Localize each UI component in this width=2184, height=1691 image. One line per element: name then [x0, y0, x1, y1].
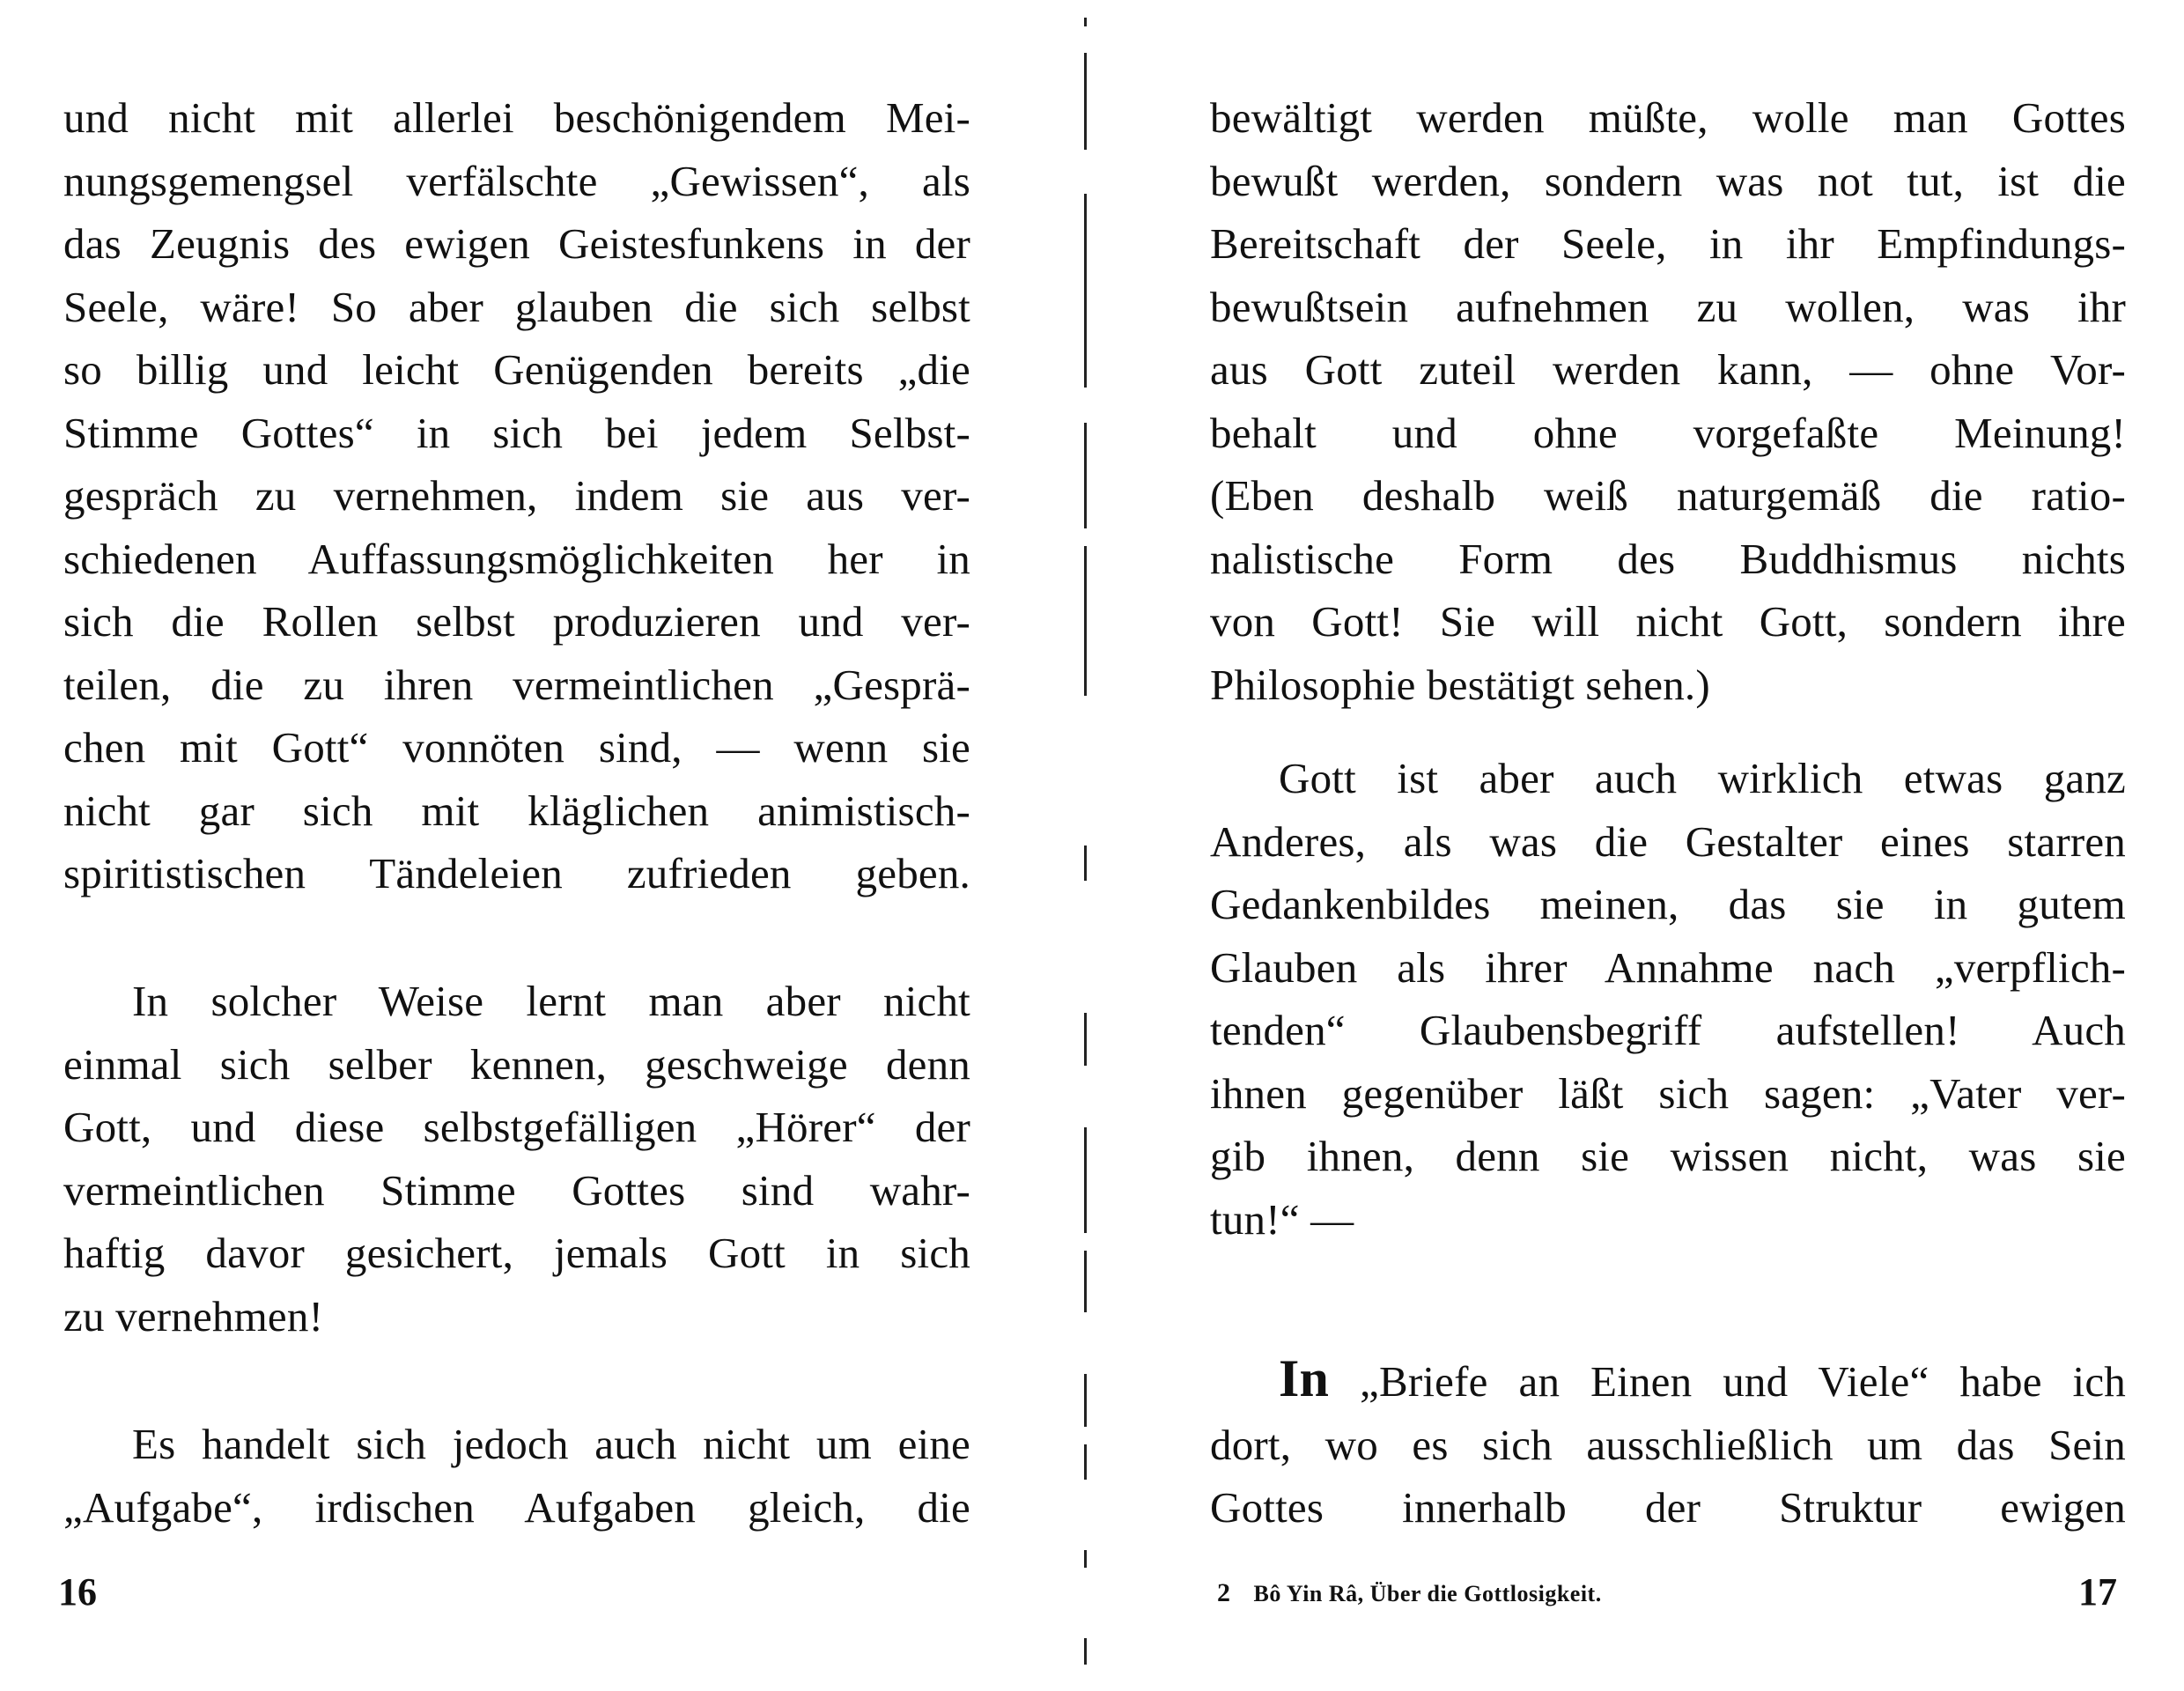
text-line: bewältigt werden müßte, wolle man Gottes — [1210, 93, 2126, 142]
text-line: nalistische Form des Buddhismus nichts — [1210, 534, 2126, 583]
initial-letter: In — [1279, 1349, 1330, 1407]
text-line: Gott ist aber auch wirklich etwas ganz — [1279, 754, 2126, 802]
text-line: nungsgemengsel verfälschte „Gewissen“, als — [63, 156, 970, 205]
text-line: Philosophie bestätigt sehen.) — [1210, 660, 1710, 709]
text-line: dort, wo es sich ausschließlich um das Sein — [1210, 1420, 2126, 1469]
text-line: Glauben als ihrer Annahme nach „verpflich- — [1210, 942, 2126, 992]
text-line: tun!“ — — [1210, 1194, 1354, 1244]
text-line: aus Gott zuteil werden kann, — ohne Vor- — [1210, 345, 2126, 394]
text-line: nicht gar sich mit kläglichen animistisch- — [63, 786, 970, 835]
text-line: gib ihnen, denn sie wissen nicht, was sie — [1210, 1132, 2126, 1180]
text-line: spiritistischen Tändeleien zufrieden geben. — [63, 849, 970, 897]
text-line: vermeintlichen Stimme Gottes sind wahr- — [63, 1165, 970, 1215]
page-number: 16 — [58, 1570, 97, 1613]
text-line: Bereitschaft der Seele, in ihr Empfindungs- — [1210, 219, 2126, 268]
text-line: Anderes, als was die Gestalter eines starren — [1210, 816, 2126, 866]
left-page — [0, 0, 1074, 1691]
text-line: Gedankenbildes meinen, das sie in gutem — [1210, 880, 2126, 928]
text-line: einmal sich selber kennen, geschweige denn — [63, 1039, 970, 1089]
left-paragraph-1 — [63, 86, 970, 905]
footer-signature-line — [1217, 1578, 1602, 1608]
text-line: von Gott! Sie will nicht Gott, sondern ihre — [1210, 597, 2126, 646]
text-line: In solcher Weise lernt man aber nicht — [132, 977, 970, 1025]
right-paragraph-3 — [1210, 1348, 2126, 1540]
text-line: das Zeugnis des ewigen Geistesfunkens in der — [63, 219, 970, 268]
text-line: behalt und ohne vorgefaßte Meinung! — [1210, 408, 2126, 457]
right-paragraph-2 — [1210, 747, 2126, 1251]
text-line: Es handelt sich jedoch auch nicht um eine — [132, 1420, 970, 1468]
text-line: (Eben deshalb weiß naturgemäß die ratio- — [1210, 471, 2126, 520]
text-line: chen mit Gott“ vonnöten sind, — wenn sie — [63, 723, 970, 772]
text-line: so billig und leicht Genügenden bereits „die — [63, 345, 970, 394]
text-line: sich die Rollen selbst produzieren und ver- — [63, 597, 970, 646]
page-number: 17 — [2078, 1570, 2117, 1613]
text-line: zu vernehmen! — [63, 1291, 324, 1340]
text-line: gespräch zu vernehmen, indem sie aus ver- — [63, 471, 970, 520]
text-line: Gottes innerhalb der Struktur ewigen — [1210, 1483, 2126, 1532]
footer-title: Bô Yin Râ, Über die Gottlosigkeit. — [1253, 1581, 1602, 1606]
text-line: Seele, wäre! So aber glauben die sich selbst — [63, 282, 970, 331]
text-line: haftig davor gesichert, jemals Gott in sich — [63, 1229, 970, 1277]
book-gutter — [1076, 0, 1094, 1691]
right-paragraph-1 — [1210, 86, 2126, 716]
text-line: Stimme Gottes“ in sich bei jedem Selbst- — [63, 408, 970, 457]
text-fragment: „Briefe an Einen und Viele“ habe ich — [1329, 1357, 2126, 1406]
signature-mark: 2 — [1217, 1578, 1231, 1607]
text-line: tenden“ Glaubensbegriff aufstellen! Auch — [1210, 1006, 2126, 1054]
text-line: Gott, und diese selbstgefälligen „Hörer“ der — [63, 1103, 970, 1151]
right-page — [1092, 0, 2184, 1691]
text-line: schiedenen Auffassungsmöglichkeiten her in — [63, 534, 970, 583]
text-line: „Aufgabe“, irdischen Aufgaben gleich, die — [63, 1482, 970, 1532]
left-paragraph-3 — [63, 1413, 970, 1539]
text-line: und nicht mit allerlei beschönigendem Mei- — [63, 93, 970, 142]
text-line: bewußtsein aufnehmen zu wollen, was ihr — [1210, 282, 2126, 331]
text-line — [1210, 1348, 2126, 1414]
text-line: ihnen gegenüber läßt sich sagen: „Vater ver- — [1210, 1068, 2126, 1118]
text-line: teilen, die zu ihren vermeintlichen „Gesprä- — [63, 660, 970, 709]
text-line: bewußt werden, sondern was not tut, ist die — [1210, 156, 2126, 205]
left-paragraph-2 — [63, 970, 970, 1348]
